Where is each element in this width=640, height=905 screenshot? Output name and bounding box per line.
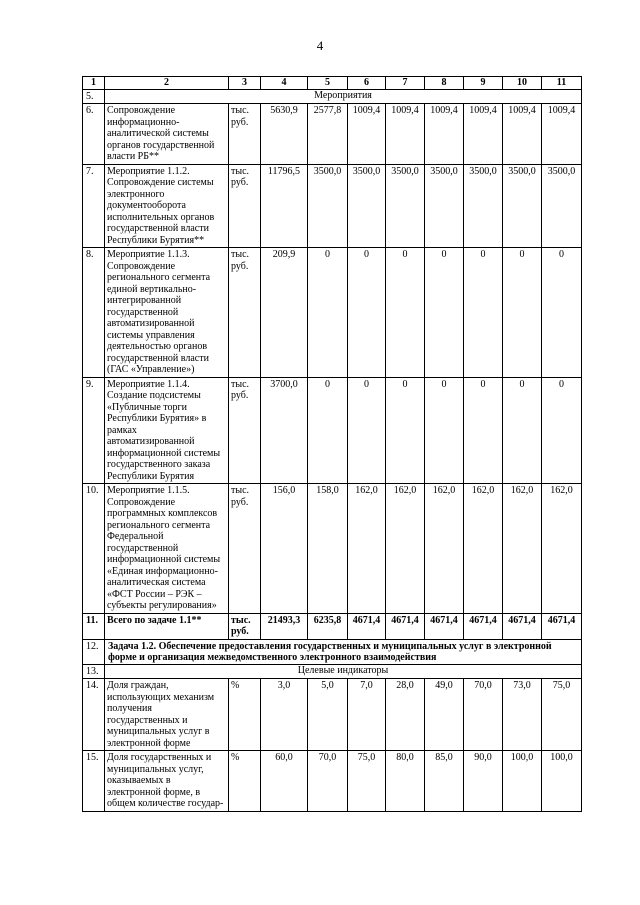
value-cell: 1009,4 xyxy=(425,104,464,165)
table-row xyxy=(83,164,582,248)
value-cell: 162,0 xyxy=(348,484,386,614)
value-cell: 0 xyxy=(348,377,386,484)
row-number: 7. xyxy=(83,164,105,248)
value-cell: 3500,0 xyxy=(348,164,386,248)
value-cell: 1009,4 xyxy=(542,104,582,165)
row-name: Всего по задаче 1.1** xyxy=(105,613,229,639)
value-cell: 162,0 xyxy=(542,484,582,614)
value-cell: 3700,0 xyxy=(261,377,308,484)
row-number: 6. xyxy=(83,104,105,165)
row-name: Мероприятие 1.1.2. Сопровождение системы электронного документооборота исполнительных органов государственной власти Республики Бурятия** xyxy=(105,164,229,248)
value-cell: 90,0 xyxy=(464,751,503,812)
row-unit: тыс. руб. xyxy=(229,248,261,378)
value-cell: 70,0 xyxy=(308,751,348,812)
value-cell: 4671,4 xyxy=(386,613,425,639)
value-cell: 209,9 xyxy=(261,248,308,378)
value-cell: 0 xyxy=(503,248,542,378)
row-number: 11. xyxy=(83,613,105,639)
value-cell: 7,0 xyxy=(348,679,386,751)
value-cell: 3500,0 xyxy=(308,164,348,248)
value-cell: 0 xyxy=(542,377,582,484)
header-cell: 6 xyxy=(348,77,386,90)
value-cell: 162,0 xyxy=(464,484,503,614)
header-cell: 5 xyxy=(308,77,348,90)
row-number: 15. xyxy=(83,751,105,812)
value-cell: 162,0 xyxy=(386,484,425,614)
row-unit: тыс. руб. xyxy=(229,613,261,639)
value-cell: 5,0 xyxy=(308,679,348,751)
value-cell: 1009,4 xyxy=(503,104,542,165)
section-title: Мероприятия xyxy=(105,89,582,104)
value-cell: 0 xyxy=(348,248,386,378)
value-cell: 49,0 xyxy=(425,679,464,751)
row-unit: тыс. руб. xyxy=(229,104,261,165)
row-name: Сопровождение информационно-аналитической системы органов государственной власти РБ** xyxy=(105,104,229,165)
section-title: Целевые индикаторы xyxy=(105,664,582,679)
table-row xyxy=(83,484,582,614)
value-cell: 0 xyxy=(503,377,542,484)
row-number: 13. xyxy=(83,664,105,679)
row-number: 8. xyxy=(83,248,105,378)
row-unit: тыс. руб. xyxy=(229,484,261,614)
value-cell: 3,0 xyxy=(261,679,308,751)
row-name: Мероприятие 1.1.5. Сопровождение программных комплексов регионального сегмента Федеральной государственной информационной системы «Единая информационно-аналитическая система «ФСТ России – РЭК – субъекты регулирования» xyxy=(105,484,229,614)
header-cell: 3 xyxy=(229,77,261,90)
row-number: 10. xyxy=(83,484,105,614)
row-number: 14. xyxy=(83,679,105,751)
value-cell: 75,0 xyxy=(348,751,386,812)
table-row xyxy=(83,377,582,484)
table-row xyxy=(83,679,582,751)
row-number: 5. xyxy=(83,89,105,104)
value-cell: 3500,0 xyxy=(386,164,425,248)
value-cell: 100,0 xyxy=(542,751,582,812)
value-cell: 0 xyxy=(464,377,503,484)
header-cell: 1 xyxy=(83,77,105,90)
page-number: 4 xyxy=(316,38,324,53)
row-unit: % xyxy=(229,679,261,751)
value-cell: 0 xyxy=(308,248,348,378)
value-cell: 158,0 xyxy=(308,484,348,614)
value-cell: 60,0 xyxy=(261,751,308,812)
value-cell: 4671,4 xyxy=(542,613,582,639)
value-cell: 1009,4 xyxy=(464,104,503,165)
value-cell: 80,0 xyxy=(386,751,425,812)
value-cell: 156,0 xyxy=(261,484,308,614)
value-cell: 4671,4 xyxy=(348,613,386,639)
row-name: Мероприятие 1.1.3. Сопровождение регионального сегмента единой вертикально-интегрированной государственной автоматизированной системы управления деятельностью органов государственной власти (ГАС «Управление») xyxy=(105,248,229,378)
row-number: 9. xyxy=(83,377,105,484)
value-cell: 85,0 xyxy=(425,751,464,812)
section-row xyxy=(83,89,582,104)
section-title: Задача 1.2. Обеспечение предоставления государственных и муниципальных услуг в электронной форме и организация межведомственного электронного взаимодействия xyxy=(105,639,582,664)
value-cell: 1009,4 xyxy=(348,104,386,165)
value-cell: 11796,5 xyxy=(261,164,308,248)
row-unit: тыс. руб. xyxy=(229,164,261,248)
value-cell: 0 xyxy=(386,377,425,484)
value-cell: 0 xyxy=(425,248,464,378)
row-name: Доля государственных и муниципальных услуг, оказываемых в электронной форме, в общем количестве государ- xyxy=(105,751,229,812)
row-number: 12. xyxy=(83,639,105,664)
value-cell: 162,0 xyxy=(425,484,464,614)
value-cell: 4671,4 xyxy=(464,613,503,639)
row-name: Мероприятие 1.1.4. Создание подсистемы «Публичные торги Республики Бурятия» в рамках автоматизированной информационной системы государственного заказа Республики Бурятия xyxy=(105,377,229,484)
value-cell: 6235,8 xyxy=(308,613,348,639)
value-cell: 75,0 xyxy=(542,679,582,751)
header-cell: 2 xyxy=(105,77,229,90)
row-unit: тыс. руб. xyxy=(229,377,261,484)
value-cell: 5630,9 xyxy=(261,104,308,165)
value-cell: 4671,4 xyxy=(425,613,464,639)
header-cell: 8 xyxy=(425,77,464,90)
value-cell: 21493,3 xyxy=(261,613,308,639)
value-cell: 162,0 xyxy=(503,484,542,614)
value-cell: 28,0 xyxy=(386,679,425,751)
header-cell: 9 xyxy=(464,77,503,90)
header-cell: 7 xyxy=(386,77,425,90)
value-cell: 1009,4 xyxy=(386,104,425,165)
value-cell: 0 xyxy=(386,248,425,378)
table-row xyxy=(83,104,582,165)
value-cell: 0 xyxy=(464,248,503,378)
row-unit: % xyxy=(229,751,261,812)
table-row xyxy=(83,613,582,639)
table-row xyxy=(83,751,582,812)
header-cell: 4 xyxy=(261,77,308,90)
section-row xyxy=(83,639,582,664)
row-name: Доля граждан, использующих механизм получения государственных и муниципальных услуг в электронной форме xyxy=(105,679,229,751)
value-cell: 3500,0 xyxy=(542,164,582,248)
table-row xyxy=(83,248,582,378)
value-cell: 0 xyxy=(425,377,464,484)
header-row xyxy=(83,77,582,90)
header-cell: 11 xyxy=(542,77,582,90)
program-table xyxy=(82,76,582,812)
value-cell: 3500,0 xyxy=(464,164,503,248)
header-cell: 10 xyxy=(503,77,542,90)
value-cell: 73,0 xyxy=(503,679,542,751)
value-cell: 2577,8 xyxy=(308,104,348,165)
value-cell: 100,0 xyxy=(503,751,542,812)
value-cell: 0 xyxy=(542,248,582,378)
value-cell: 4671,4 xyxy=(503,613,542,639)
value-cell: 70,0 xyxy=(464,679,503,751)
value-cell: 3500,0 xyxy=(425,164,464,248)
section-row xyxy=(83,664,582,679)
value-cell: 0 xyxy=(308,377,348,484)
value-cell: 3500,0 xyxy=(503,164,542,248)
